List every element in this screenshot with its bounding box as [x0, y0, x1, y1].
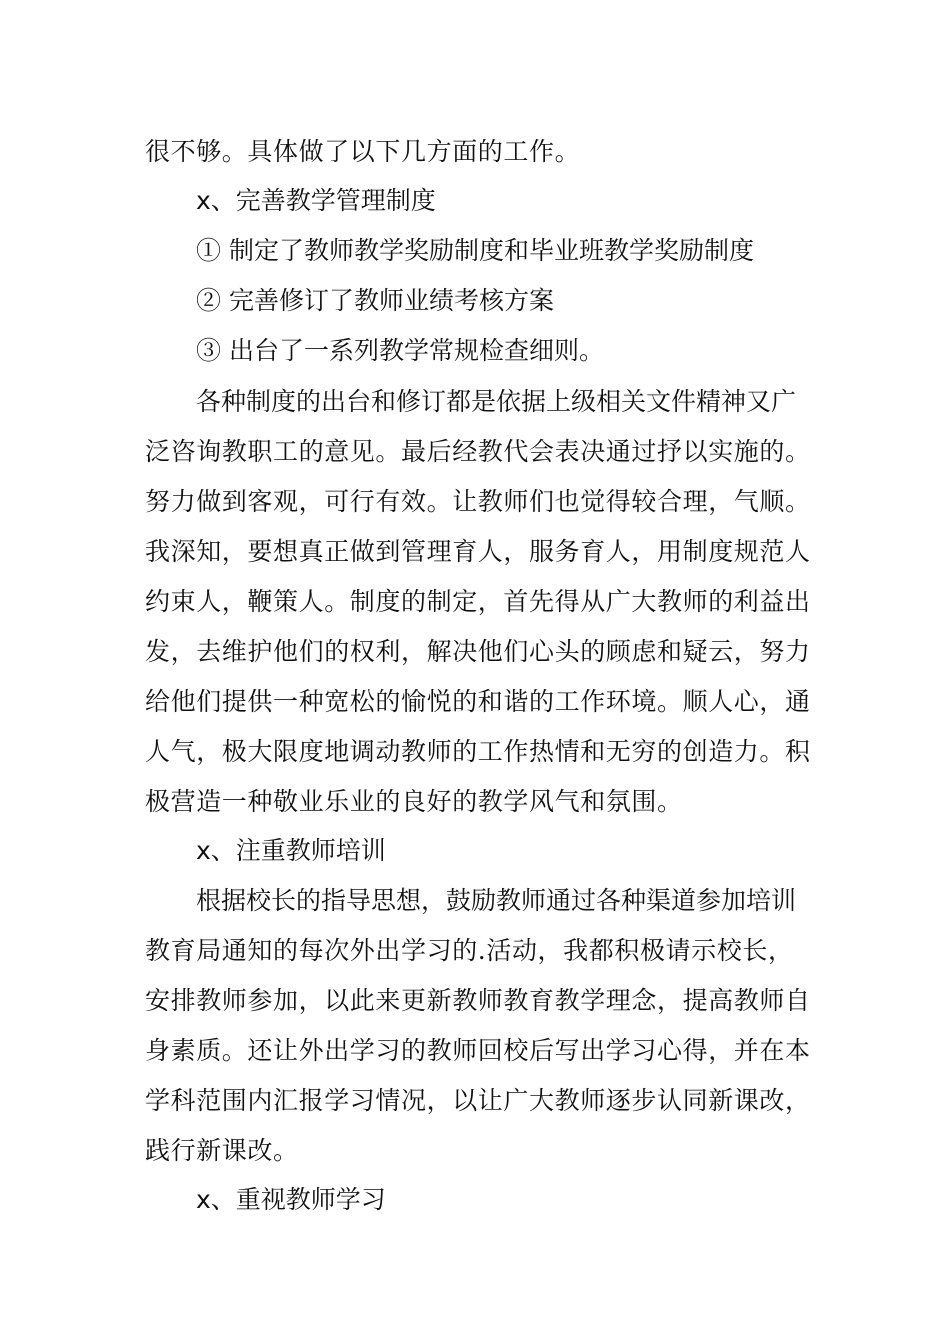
paragraph-line: 根据校长的指导思想，鼓励教师通过各种渠道参加培训: [196, 886, 797, 915]
paragraph-line: 学科范围内汇报学习情况，以让广大教师逐步认同新课改，: [145, 1086, 811, 1115]
paragraph-line: 极营造一种敬业乐业的良好的教学风气和氛围。: [145, 787, 683, 816]
paragraph-line: 人气，极大限度地调动教师的工作热情和无穷的创造力。积: [145, 737, 811, 766]
paragraph-line: 安排教师参加，以此来更新教师教育教学理念，提高教师自: [145, 986, 811, 1015]
list-item: ① 制定了教师教学奖励制度和毕业班教学奖励制度: [196, 236, 754, 265]
paragraph-line: 泛咨询教职工的意见。最后经教代会表决通过抒以实施的。: [145, 437, 811, 466]
list-item: ③ 出台了一系列教学常规检查细则。: [196, 336, 604, 365]
paragraph-line: 践行新课改。: [145, 1136, 299, 1165]
section-heading: x、重视教师学习: [196, 1185, 386, 1214]
paragraph-line: 努力做到客观，可行有效。让教师们也觉得较合理，气顺。: [145, 487, 811, 516]
paragraph-line: 很不够。具体做了以下几方面的工作。: [145, 137, 581, 166]
paragraph-line: 给他们提供一种宽松的愉悦的和谐的工作环境。顺人心，通: [145, 687, 811, 716]
paragraph-line: 我深知，要想真正做到管理育人，服务育人，用制度规范人: [145, 537, 811, 566]
paragraph-line: 各种制度的出台和修订都是依据上级相关文件精神又广: [196, 387, 797, 416]
paragraph-line: 发，去维护他们的权利，解决他们心头的顾虑和疑云，努力: [145, 637, 811, 666]
paragraph-line: 教育局通知的每次外出学习的.活动，我都积极请示校长，: [145, 936, 794, 965]
paragraph-line: 约束人，鞭策人。制度的制定，首先得从广大教师的利益出: [145, 587, 811, 616]
section-heading: x、注重教师培训: [196, 836, 386, 865]
section-heading: x、完善教学管理制度: [196, 186, 436, 215]
list-item: ② 完善修订了教师业绩考核方案: [196, 286, 554, 315]
paragraph-line: 身素质。还让外出学习的教师回校后写出学习心得，并在本: [145, 1036, 811, 1065]
